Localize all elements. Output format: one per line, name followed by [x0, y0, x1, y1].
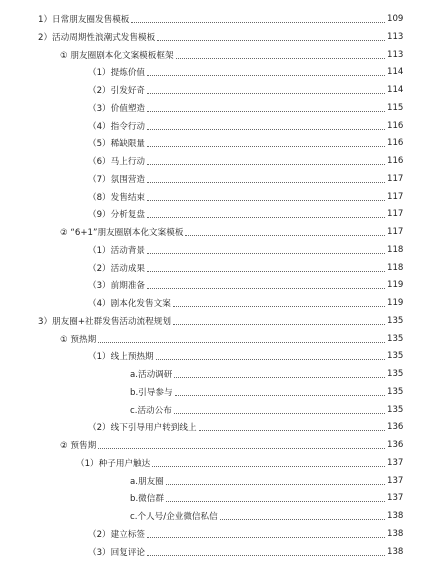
toc-entry-page: 137 [387, 493, 404, 504]
toc-dot-leader [147, 181, 385, 183]
toc-dot-leader [131, 21, 385, 23]
toc-entry-page: 116 [387, 138, 404, 149]
toc-entry-label: ① 朋友圈剧本化文案模板框架 [60, 50, 174, 61]
toc-dot-leader [157, 39, 385, 41]
toc-dot-leader [147, 92, 385, 94]
toc-entry-label: （2）引发好奇 [88, 86, 146, 96]
toc-entry-label: 2）活动周期性浪潮式发售模板 [38, 32, 156, 43]
toc-entry-label: （2）建立标签 [88, 529, 146, 540]
toc-entry-label: （4）指令行动 [88, 121, 146, 132]
toc-entry-label: （1）线上预热期 [88, 352, 154, 363]
toc-entry-page: 135 [387, 369, 404, 379]
toc-entry-label: ① 预热期 [60, 334, 97, 345]
toc-dot-leader [175, 394, 385, 396]
toc-entry-label: 3）朋友圈+社群发售活动流程规划 [38, 316, 171, 327]
toc-entry-page: 117 [387, 227, 404, 237]
toc-entry-page: 135 [387, 333, 404, 344]
toc-entry-page: 119 [387, 280, 404, 291]
toc-dot-leader [147, 110, 385, 112]
toc-entry-page: 117 [387, 209, 404, 220]
toc-dot-leader [147, 536, 385, 538]
toc-entry-label: （3）前期准备 [88, 281, 146, 292]
toc-entry-label: ② 预售期 [60, 441, 97, 451]
toc-entry-label: （3）回复评论 [88, 547, 146, 558]
toc-entry-page: 117 [387, 173, 404, 184]
toc-dot-leader [166, 500, 385, 502]
toc-dot-leader [147, 145, 385, 147]
toc-entry-page: 136 [387, 440, 404, 450]
toc-entry-page: 135 [387, 404, 404, 415]
toc-entry-page: 137 [387, 475, 404, 486]
toc-dot-leader [98, 447, 385, 449]
toc-entry-page: 138 [387, 511, 404, 521]
toc-entry-page: 135 [387, 315, 404, 326]
toc-entry-label: b.微信群 [130, 494, 164, 505]
toc-entry-label: （1）活动背景 [88, 245, 146, 256]
toc-entry-label: （4）剧本化发售文案 [88, 299, 171, 309]
toc-dot-leader [147, 128, 385, 130]
toc-dot-leader [156, 358, 385, 360]
toc-entry-page: 115 [387, 102, 404, 113]
toc-dot-leader [199, 429, 385, 431]
toc-entry-label: （7）氛围营造 [88, 174, 146, 185]
toc-entry-page: 118 [387, 244, 404, 255]
toc-entry-page: 137 [387, 457, 404, 468]
toc-entry-label: （2）活动成果 [88, 263, 146, 274]
toc-dot-leader [147, 270, 385, 272]
toc-entry-label: （6）马上行动 [88, 157, 146, 167]
toc-entry-label: （5）稀缺限量 [88, 139, 146, 150]
toc-dot-leader [147, 199, 385, 201]
toc-entry [0, 542, 421, 562]
toc-dot-leader [220, 518, 385, 520]
toc-dot-leader [152, 465, 385, 467]
toc-entry-label: （2）线下引导用户转到线上 [88, 423, 197, 434]
toc-entry-page: 114 [387, 85, 404, 95]
toc-entry-page: 109 [387, 14, 404, 24]
toc-entry-page: 136 [387, 422, 404, 433]
toc-entry-label: a.活动调研 [130, 370, 173, 380]
toc-dot-leader [174, 376, 385, 378]
toc-entry-page: 113 [387, 49, 404, 60]
toc-dot-leader [147, 252, 385, 254]
toc-entry-label: c.活动公布 [130, 405, 172, 416]
toc-entry-page: 138 [387, 546, 404, 557]
toc-dot-leader [147, 287, 385, 289]
toc-entry-label: （9）分析复盘 [88, 210, 146, 221]
toc-entry-label: b.引导参与 [130, 387, 173, 398]
toc-entry-page: 135 [387, 386, 404, 397]
toc-entry-label: a.朋友圈 [130, 476, 164, 487]
toc-dot-leader [174, 412, 385, 414]
toc-entry-page: 113 [387, 31, 404, 42]
toc-entry-page: 116 [387, 120, 404, 131]
toc-entry-page: 135 [387, 351, 404, 362]
toc-entry-page: 116 [387, 156, 404, 166]
toc-entry-label: （8）发售结束 [88, 192, 146, 203]
toc-entry-page: 119 [387, 298, 404, 308]
toc-dot-leader [147, 163, 385, 165]
toc-entry-label: c.个人号/企业微信私信 [130, 512, 218, 522]
toc-dot-leader [173, 323, 385, 325]
toc-entry-page: 138 [387, 528, 404, 539]
toc-dot-leader [98, 341, 385, 343]
toc-entry-label: （3）价值塑造 [88, 103, 146, 114]
toc-dot-leader [147, 74, 385, 76]
toc-entry-page: 118 [387, 262, 404, 273]
toc-dot-leader [147, 216, 385, 218]
toc-dot-leader [173, 305, 385, 307]
toc-entry-page: 114 [387, 67, 404, 78]
toc-entry-page: 117 [387, 191, 404, 202]
toc-dot-leader [185, 234, 385, 236]
toc-dot-leader [147, 554, 385, 556]
toc-entry-label: 1）日常朋友圈发售模板 [38, 15, 130, 25]
toc-entry-label: （1）提炼价值 [88, 68, 146, 79]
toc-entry-label: ② “6+1”朋友圈剧本化文案模板 [60, 228, 184, 238]
toc-dot-leader [176, 57, 385, 59]
toc-dot-leader [166, 483, 385, 485]
toc-entry-label: （1）种子用户触达 [76, 458, 151, 469]
